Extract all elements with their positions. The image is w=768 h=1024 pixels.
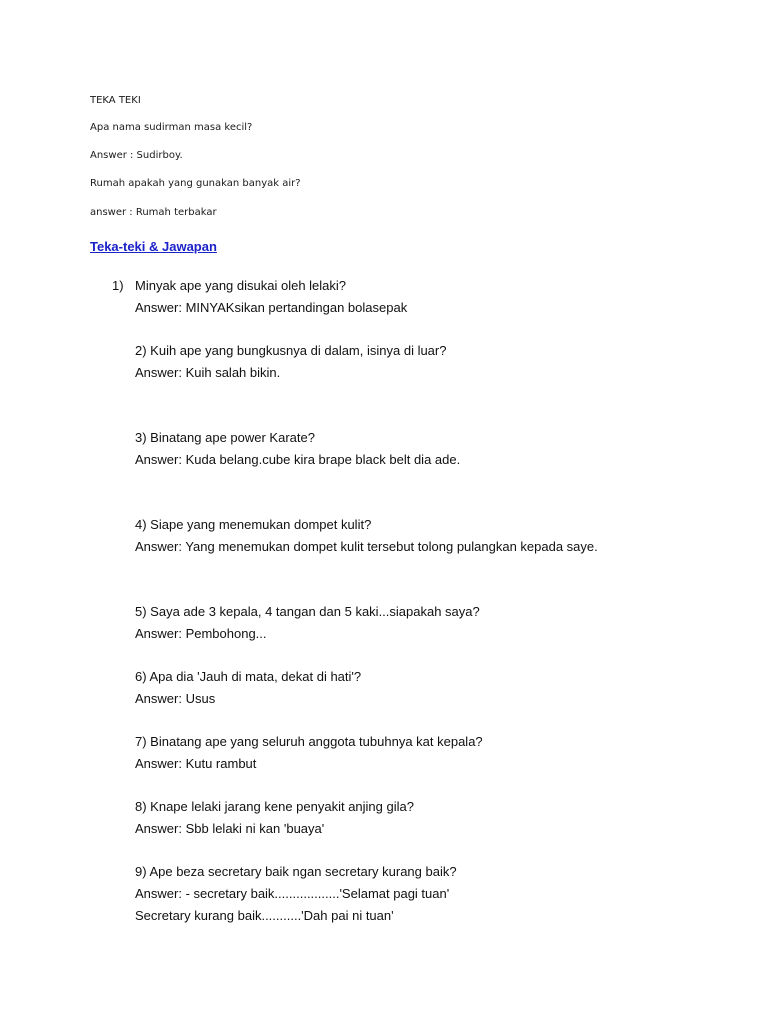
qa-answer: Answer: - secretary baik..................'Selamat pagi tuan' bbox=[135, 886, 450, 901]
qa-item-6 bbox=[135, 666, 361, 710]
riddle-question-2: Rumah apakah yang gunakan banyak air? bbox=[90, 178, 301, 189]
qa-answer: Answer: MINYAKsikan pertandingan bolasepak bbox=[135, 300, 408, 315]
qa-answer: Answer: Kuih salah bikin. bbox=[135, 365, 281, 380]
riddle-answer-1: Answer : Sudirboy. bbox=[90, 150, 183, 161]
qa-answer: Answer: Usus bbox=[135, 691, 216, 706]
qa-question: 2) Kuih ape yang bungkusnya di dalam, isinya di luar? bbox=[135, 343, 447, 358]
riddle-answer-2: answer : Rumah terbakar bbox=[90, 207, 217, 218]
riddle-question-1: Apa nama sudirman masa kecil? bbox=[90, 122, 253, 133]
qa-answer: Answer: Pembohong... bbox=[135, 626, 267, 641]
qa-question: 3) Binatang ape power Karate? bbox=[135, 430, 315, 445]
qa-item-2 bbox=[135, 340, 446, 384]
qa-question: 9) Ape beza secretary baik ngan secretary kurang baik? bbox=[135, 864, 457, 879]
qa-answer: Answer: Sbb lelaki ni kan 'buaya' bbox=[135, 821, 325, 836]
qa-question: 8) Knape lelaki jarang kene penyakit anjing gila? bbox=[135, 799, 414, 814]
qa-answer: Answer: Yang menemukan dompet kulit tersebut tolong pulangkan kepada saye. bbox=[135, 539, 598, 554]
qa-item-5 bbox=[135, 601, 480, 645]
qa-item-7 bbox=[135, 731, 483, 775]
qa-answer: Answer: Kutu rambut bbox=[135, 756, 257, 771]
qa-question: 7) Binatang ape yang seluruh anggota tubuhnya kat kepala? bbox=[135, 734, 483, 749]
item-number: 1) bbox=[112, 278, 124, 293]
qa-question: 6) Apa dia 'Jauh di mata, dekat di hati'? bbox=[135, 669, 362, 684]
qa-question: 4) Siape yang menemukan dompet kulit? bbox=[135, 517, 372, 532]
qa-item-8 bbox=[135, 796, 414, 840]
qa-question: Minyak ape yang disukai oleh lelaki? bbox=[135, 278, 347, 293]
qa-question: 5) Saya ade 3 kepala, 4 tangan dan 5 kaki...siapakah saya? bbox=[135, 604, 480, 619]
qa-item-3 bbox=[135, 427, 460, 471]
qa-item-4 bbox=[135, 514, 598, 558]
section-title-link[interactable]: Teka-teki & Jawapan bbox=[90, 239, 217, 254]
qa-answer-continued: Secretary kurang baik...........'Dah pai ni tuan' bbox=[135, 908, 394, 923]
qa-item-9 bbox=[135, 861, 457, 927]
qa-answer: Answer: Kuda belang.cube kira brape black belt dia ade. bbox=[135, 452, 461, 467]
doc-title: TEKA TEKI bbox=[90, 95, 141, 106]
qa-item-1 bbox=[135, 275, 407, 319]
